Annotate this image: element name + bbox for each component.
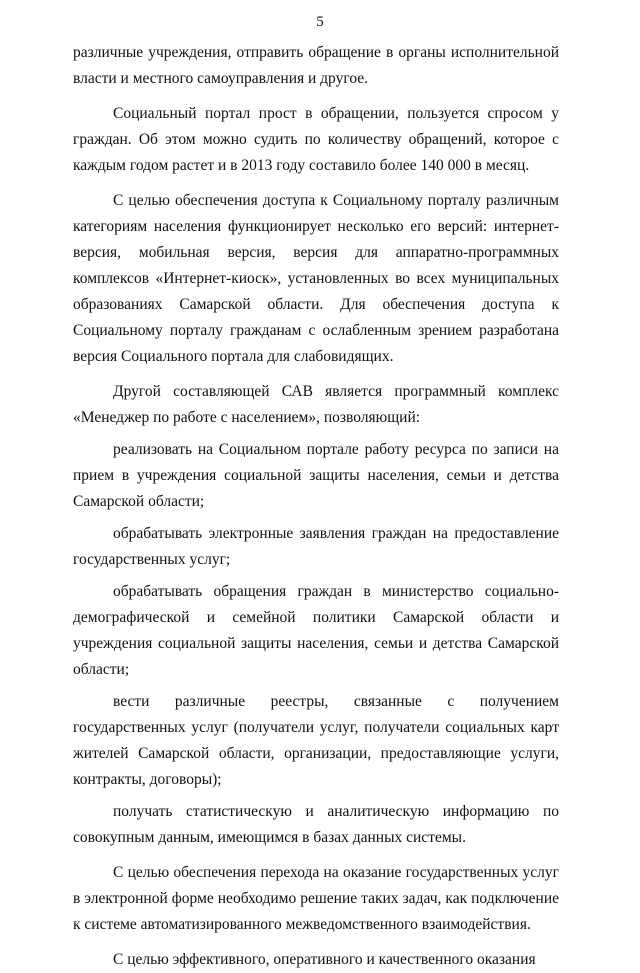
page-number: 5 — [316, 14, 324, 30]
paragraph-effective-services: С целью эффективного, оперативного и качественного оказания — [113, 951, 536, 968]
list-item-appointment-booking: реализовать на Социальном портале работу ресурса по записи на прием в учреждения социальной защиты населения, семьи и детства Самарской области; — [73, 441, 559, 510]
paragraph-continuation: различные учреждения, отправить обращение в органы исполнительной власти и местного самоуправления и другое. — [73, 44, 559, 87]
list-item-citizen-appeals: обрабатывать обращения граждан в министерство социально-демографической и семейной политики Самарской области и учреждения социальной защиты населения, семьи и детства Самарской области; — [73, 583, 559, 678]
paragraph-portal-versions: С целью обеспечения доступа к Социальному порталу различным категориям населения функционирует несколько его версий: интернет-версия, мобильная версия, версия для аппаратно-программных комплексов «Интернет-киоск», установленных во всех муниципальных образованиях Самарской области. Для обеспечения доступа к Социальному порталу гражданам с ослабленным зрением разработана версия Социального портала для слабовидящих. — [73, 192, 559, 365]
list-item-electronic-applications: обрабатывать электронные заявления граждан на предоставление государственных услуг; — [73, 525, 559, 568]
document-body — [73, 40, 559, 973]
list-item-registries: вести различные реестры, связанные с получением государственных услуг (получатели услуг, получатели социальных карт жителей Самарской области, организации, предоставляющие услуги, контракты, договоры); — [73, 693, 559, 788]
list-item-statistics: получать статистическую и аналитическую информацию по совокупным данным, имеющимся в базах данных системы. — [73, 803, 559, 846]
paragraph-portal-popularity: Социальный портал прост в обращении, пользуется спросом у граждан. Об этом можно судить по количеству обращений, которое с каждым годом растет и в 2013 году составило более 140 000 в месяц. — [73, 105, 559, 174]
paragraph-electronic-transition: С целью обеспечения перехода на оказание государственных услуг в электронной форме необходимо решение таких задач, как подключение к системе автоматизированного межведомственного взаимодействия. — [73, 864, 559, 933]
paragraph-manager-complex: Другой составляющей САВ является программный комплекс «Менеджер по работе с населением», позволяющий: — [73, 383, 559, 426]
